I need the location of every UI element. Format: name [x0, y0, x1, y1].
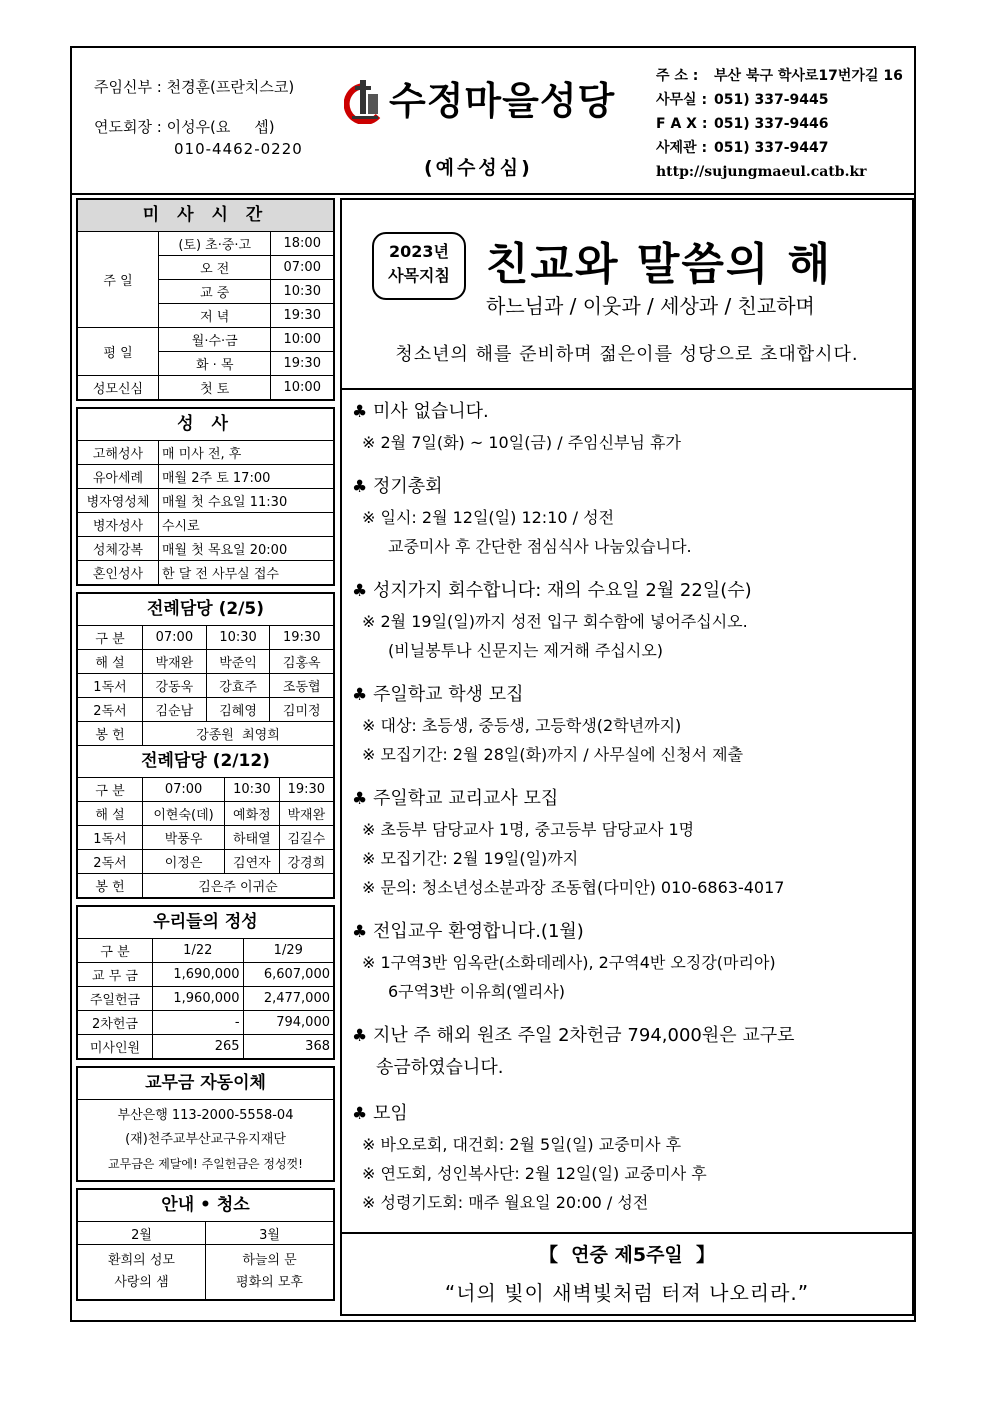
announcement-line: 문의: 청소년성소분과장 조동협(다미안) 010-6863-4017	[380, 878, 785, 897]
liturgy-table	[78, 626, 333, 745]
mass-day: 저 녁	[159, 304, 271, 328]
council-label: 연도회장 :	[94, 118, 162, 136]
offering-amount: 1,690,000	[153, 963, 244, 987]
transfer-note: 교무금은 제달에! 주일헌금은 정성껏!	[108, 1157, 303, 1171]
bank-account: 부산은행 113-2000-5558-04	[117, 1108, 294, 1123]
office-label: 사무실 :	[656, 92, 708, 108]
account-holder: (재)천주교부산교구유지재단	[125, 1132, 286, 1147]
liturgy-person: 강효주	[206, 674, 270, 698]
sacrament-name: 혼인성사	[78, 561, 159, 585]
sacrament-schedule: 매월 첫 목요일 20:00	[159, 537, 334, 561]
offering-type: 미사인원	[78, 1035, 153, 1059]
announcement-title: 주일학교 학생 모집	[372, 684, 524, 705]
announcement-line: 대상: 초등생, 중등생, 고등학생(2학년까지)	[380, 716, 682, 735]
account-info	[78, 1100, 333, 1180]
announcement-line: 성령기도회: 매주 월요일 20:00 / 성전	[380, 1193, 649, 1212]
announcement-line: 2월 19일(일)까지 성전 입구 회수함에 넣어주십시오.	[380, 612, 748, 631]
guide-group: 환희의 성모	[108, 1253, 175, 1268]
church-logo-icon	[344, 78, 384, 124]
liturgy-person: 조동협	[270, 674, 333, 698]
liturgy-header: 10:30	[206, 626, 270, 650]
announcement-title: 모임	[372, 1103, 408, 1124]
announcements	[352, 396, 908, 1231]
club-icon: ♣	[352, 402, 368, 422]
auto-transfer-box	[76, 1066, 335, 1182]
offerings-table	[78, 939, 333, 1058]
offerings-header: 1/22	[153, 939, 244, 963]
pastoral-badge	[372, 232, 466, 300]
mass-times-title: 미 사 시 간	[78, 200, 333, 232]
liturgy-person: 김미정	[270, 698, 333, 722]
liturgy-person: 김혜영	[206, 698, 270, 722]
offering-type: 2차헌금	[78, 1011, 153, 1035]
devotion-label: 성모신심	[78, 376, 159, 400]
sacrament-schedule: 매월 첫 수요일 11:30	[159, 489, 334, 513]
announcement-line: 일시: 2월 12일(일) 12:10 / 성전	[380, 508, 615, 527]
sacraments-table	[78, 441, 333, 584]
announcement-item: ♣ 모임 ※ 바오로회, 대건회: 2월 5일(일) 교중미사 후 ※ 연도회, 성인복사단: 2월 12일(일) 교중미사 후 ※ 성령기도회: 매주 월요일 20:00 / 성전	[352, 1103, 707, 1212]
sacraments-title: 성 사	[78, 409, 333, 441]
liturgy-person: 김홍옥	[270, 650, 333, 674]
sacrament-name: 병자성사	[78, 513, 159, 537]
mass-time: 19:30	[271, 352, 333, 376]
year-slogan: 친교와 말씀의 해	[486, 239, 833, 290]
mass-times-box	[76, 198, 335, 401]
liturgy-header: 07:00	[143, 626, 207, 650]
offering-amount: 6,607,000	[243, 963, 333, 987]
liturgy-person: 하태열	[225, 826, 279, 850]
offering-amount: -	[153, 1011, 244, 1035]
liturgy-person: 김순남	[143, 698, 207, 722]
liturgy-header: 10:30	[225, 778, 279, 802]
address-label: 주 소 :	[656, 68, 699, 84]
rectory-phone: 051) 337-9447	[714, 140, 829, 156]
council-phone: 010-4462-0220	[174, 140, 303, 158]
offerings-header: 1/29	[243, 939, 333, 963]
offering-amount: 368	[243, 1035, 333, 1059]
offerings-title: 우리들의 정성	[78, 907, 333, 939]
main-content	[340, 198, 914, 1316]
liturgy-person: 박준익	[206, 650, 270, 674]
club-icon: ♣	[352, 581, 368, 601]
cleaning-guide-table	[78, 1222, 333, 1299]
sacrament-schedule: 매월 2주 토 17:00	[159, 465, 334, 489]
cleaning-guide-title: 안내 • 청소	[78, 1190, 333, 1222]
announcement-title: 성지가지 회수합니다: 재의 수요일 2월 22일(수)	[372, 580, 752, 601]
website-link[interactable]: http://sujungmaeul.catb.kr	[656, 164, 867, 180]
club-icon: ♣	[352, 789, 368, 809]
parish-logo	[344, 70, 644, 130]
parish-name: 수정마을성당	[389, 79, 616, 123]
announcement-line: 바오로회, 대건회: 2월 5일(일) 교중미사 후	[380, 1135, 682, 1154]
liturgy-header: 구 분	[78, 626, 143, 650]
liturgy-header: 구 분	[78, 778, 143, 802]
announcement-item: ♣ 주일학교 교리교사 모집 ※ 초등부 담당교사 1명, 중고등부 담당교사 1명 ※ 모집기간: 2월 19일(일)까지 ※ 문의: 청소년성소분과장 조동협(다미안) 010-6863-4017	[352, 788, 785, 897]
announcement-title: 주일학교 교리교사 모집	[372, 788, 559, 809]
announcement-item: ♣ 정기총회 ※ 일시: 2월 12일(일) 12:10 / 성전 교중미사 후 간단한 점심식사 나눔있습니다.	[352, 471, 908, 561]
announcement-title: 전입교우 환영합니다.(1월)	[372, 921, 584, 942]
offering-type: 교 무 금	[78, 963, 153, 987]
announcement-item: ♣ 미사 없습니다. ※ 2월 7일(화) ~ 10일(금) / 주임신부님 휴가	[352, 401, 681, 452]
address-value: 부산 북구 학사로17번가길 16	[714, 68, 903, 84]
sacrament-schedule: 수시로	[159, 513, 334, 537]
announcement-item: ♣ 성지가지 회수합니다: 재의 수요일 2월 22일(수) ※ 2월 19일(일)까지 성전 입구 회수함에 넣어주십시오. (비닐봉투나 신문지는 제거해 주십시오)	[352, 575, 908, 665]
sidebar	[76, 198, 335, 1307]
liturgy-role: 해 설	[78, 650, 143, 674]
liturgy-title: 전례담당 (2/12)	[78, 745, 333, 778]
liturgy-header: 07:00	[143, 778, 225, 802]
mass-day: 화 · 목	[159, 352, 271, 376]
offerings-box	[76, 905, 335, 1060]
auto-transfer-title: 교무금 자동이체	[78, 1068, 333, 1100]
slogan-subtitle: 하느님과 / 이웃과 / 세상과 / 친교하며	[486, 294, 815, 318]
mass-times-table	[78, 232, 333, 399]
announcement-line: 초등부 담당교사 1명, 중고등부 담당교사 1명	[380, 820, 695, 839]
mass-time: 07:00	[271, 256, 333, 280]
youth-year-message: 청소년의 해를 준비하며 젊은이를 성당으로 초대합시다.	[395, 344, 859, 365]
liturgy-person: 예화정	[225, 802, 279, 826]
announcement-item: ♣ 주일학교 학생 모집 ※ 대상: 초등생, 중등생, 고등학생(2학년까지) ※ 모집기간: 2월 28일(화)까지 / 사무실에 신청서 제출	[352, 684, 744, 764]
announcement-line: 2월 7일(화) ~ 10일(금) / 주임신부님 휴가	[380, 433, 681, 452]
announcement-title: 미사 없습니다.	[372, 401, 489, 422]
announcement-line: 모집기간: 2월 28일(화)까지 / 사무실에 신청서 제출	[380, 745, 744, 764]
devotion-time: 10:00	[271, 376, 333, 400]
liturgy-person: 박풍우	[143, 826, 225, 850]
bulletin-page	[70, 46, 916, 1322]
liturgy-person: 이현숙(데)	[143, 802, 225, 826]
mass-time: 18:00	[271, 232, 333, 256]
office-phone: 051) 337-9445	[714, 92, 829, 108]
club-icon: ♣	[352, 685, 368, 705]
liturgy-person: 김연자	[225, 850, 279, 874]
devotion-day: 첫 토	[159, 376, 271, 400]
liturgy-title: 전례담당 (2/5)	[78, 594, 333, 626]
mass-time: 19:30	[271, 304, 333, 328]
guide-month: 2월	[78, 1222, 206, 1245]
sacrament-name: 병자영성체	[78, 489, 159, 513]
guide-group: 사랑의 샘	[114, 1275, 169, 1290]
liturgy-header: 19:30	[270, 626, 333, 650]
pastor-label: 주임신부 :	[94, 78, 162, 96]
guide-groups-feb	[78, 1245, 206, 1300]
fax-number: 051) 337-9446	[714, 116, 829, 132]
mass-day: 오 전	[159, 256, 271, 280]
offering-amount: 794,000	[243, 1011, 333, 1035]
offering-amount: 1,960,000	[153, 987, 244, 1011]
sacrament-schedule: 한 달 전 사무실 접수	[159, 561, 334, 585]
announcement-title: 송금하였습니다.	[376, 1057, 504, 1078]
liturgy-role: 1독서	[78, 674, 143, 698]
staff-info	[94, 76, 303, 160]
mass-day: (토) 초·중·고	[159, 232, 271, 256]
council-name: 이성우(요 셉)	[166, 118, 275, 136]
contact-info	[656, 64, 903, 184]
guide-group: 평화의 모후	[236, 1275, 303, 1290]
sacrament-name: 성체강복	[78, 537, 159, 561]
liturgy-person: 박재완	[143, 650, 207, 674]
offerings-header: 구 분	[78, 939, 153, 963]
liturgy-offering: 김은주 이귀순	[143, 874, 334, 898]
liturgy-person: 이정은	[143, 850, 225, 874]
mass-day: 월·수·금	[159, 328, 271, 352]
club-icon: ♣	[352, 477, 368, 497]
badge-text: 사목지침	[388, 266, 450, 285]
liturgy-table	[78, 778, 333, 897]
announcement-item	[352, 1020, 908, 1084]
mass-time: 10:00	[271, 328, 333, 352]
weekday-label: 평 일	[78, 328, 159, 376]
announcement-title: 지난 주 해외 원조 주일 2차헌금 794,000원은 교구로	[372, 1025, 795, 1046]
announcement-title: 정기총회	[372, 476, 443, 497]
sacrament-name: 유아세례	[78, 465, 159, 489]
pastoral-banner	[342, 200, 912, 390]
badge-year: 2023년	[389, 242, 449, 261]
mass-time: 10:30	[271, 280, 333, 304]
sunday-label: 주 일	[78, 232, 159, 328]
liturgy-person: 강동욱	[143, 674, 207, 698]
guide-month: 3월	[206, 1222, 334, 1245]
club-icon: ♣	[352, 1026, 368, 1046]
rectory-label: 사제관 :	[656, 140, 708, 156]
sacraments-box	[76, 407, 335, 586]
sacrament-schedule: 매 미사 전, 후	[159, 441, 334, 465]
liturgy-offering: 강종원 최영희	[143, 722, 334, 746]
announcement-item: ♣ 전입교우 환영합니다.(1월) ※ 1구역3반 임옥란(소화데레사), 2구역4반 오징강(마리아) 6구역3반 이유희(엘리사)	[352, 916, 908, 1006]
club-icon: ♣	[352, 922, 368, 942]
mass-day: 교 중	[159, 280, 271, 304]
announcement-line: (비닐봉투나 신문지는 제거해 주십시오)	[388, 641, 664, 660]
offering-type: 주일헌금	[78, 987, 153, 1011]
announcement-line: 모집기간: 2월 19일(일)까지	[380, 849, 579, 868]
liturgy-role: 봉 헌	[78, 874, 143, 898]
announcement-line: 교중미사 후 간단한 점심식사 나눔있습니다.	[388, 537, 692, 556]
club-icon: ♣	[352, 1104, 368, 1124]
guide-groups-mar	[206, 1245, 334, 1300]
sunday-footer	[342, 1232, 912, 1316]
announcement-line: 6구역3반 이유희(엘리사)	[388, 982, 566, 1001]
cleaning-guide-box	[76, 1188, 335, 1301]
week-theme: (예수성심)	[424, 157, 533, 179]
liturgy-role: 1독서	[78, 826, 143, 850]
header	[72, 48, 914, 195]
liturgy-role: 해 설	[78, 802, 143, 826]
liturgy-box	[76, 592, 335, 899]
liturgy-role: 봉 헌	[78, 722, 143, 746]
sacrament-name: 고해성사	[78, 441, 159, 465]
liturgical-sunday: 【 연중 제5주일 】	[538, 1244, 716, 1266]
guide-group: 하늘의 문	[242, 1253, 297, 1268]
liturgy-person: 강경희	[279, 850, 333, 874]
announcement-line: 1구역3반 임옥란(소화데레사), 2구역4반 오징강(마리아)	[380, 953, 776, 972]
liturgy-person: 김길수	[279, 826, 333, 850]
liturgy-role: 2독서	[78, 850, 143, 874]
announcement-line: 연도회, 성인복사단: 2월 12일(일) 교중미사 후	[380, 1164, 707, 1183]
pastor-name: 천경훈(프란치스코)	[166, 78, 295, 96]
offering-amount: 2,477,000	[243, 987, 333, 1011]
liturgy-header: 19:30	[279, 778, 333, 802]
offering-amount: 265	[153, 1035, 244, 1059]
liturgy-person: 박재완	[279, 802, 333, 826]
liturgy-role: 2독서	[78, 698, 143, 722]
scripture-verse: “너의 빛이 새벽빛처럼 터져 나오리라.”	[444, 1281, 810, 1305]
fax-label: F A X :	[656, 116, 708, 132]
